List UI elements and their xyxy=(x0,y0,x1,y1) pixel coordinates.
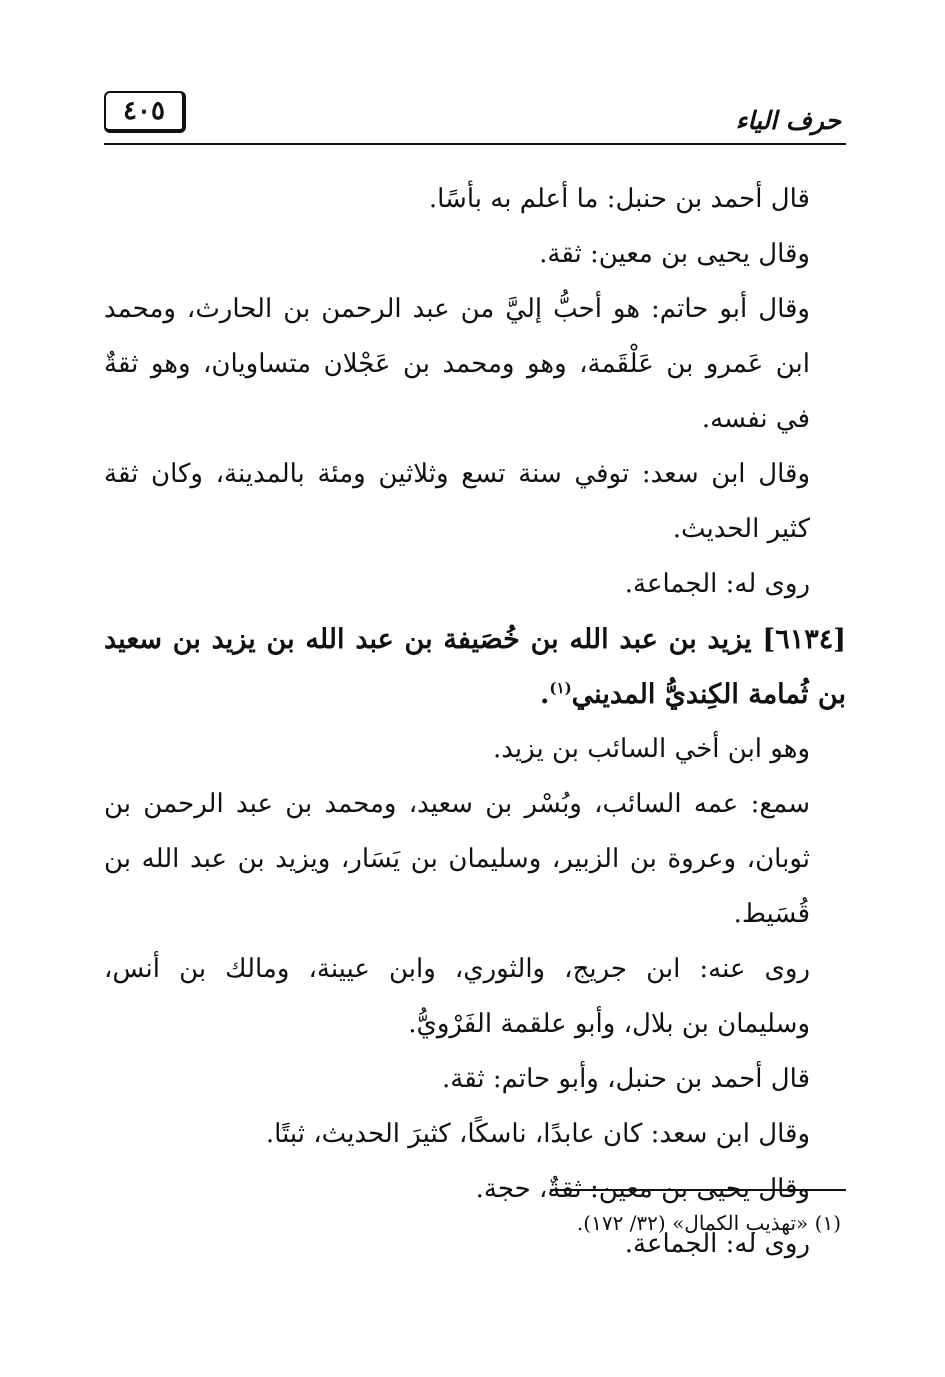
paragraph: وقال يحيى بن معين: ثقة. xyxy=(539,239,810,269)
entry-heading xyxy=(104,612,846,722)
paragraph: سمع: عمه السائب، وبُسْر بن سعيد، ومحمد بن عبد الرحمن بن ثوبان، وعروة بن الزبير، وسليمان بن يَسَار، ويزيد بن عبد الله بن قُسَيط. xyxy=(104,789,810,929)
footnote-reference: (١) xyxy=(549,679,572,697)
entry-end: . xyxy=(539,679,550,710)
running-title: حرف الياء xyxy=(735,106,841,135)
paragraph: قال أحمد بن حنبل، وأبو حاتم: ثقة. xyxy=(441,1064,810,1094)
page-number: ٤٠٥ xyxy=(104,91,186,133)
entry-number: [٦١٣٤] xyxy=(762,624,846,655)
paragraph: وهو ابن أخي السائب بن يزيد. xyxy=(492,734,810,764)
paragraph: وقال ابن سعد: توفي سنة تسع وثلاثين ومئة بالمدينة، وكان ثقة كثير الحديث. xyxy=(104,459,810,544)
paragraph: وقال ابن سعد: كان عابدًا، ناسكًا، كثيرَ الحديث، ثبتًا. xyxy=(265,1119,810,1149)
paragraph: قال أحمد بن حنبل: ما أعلم به بأسًا. xyxy=(428,184,810,214)
paragraph: وقال أبو حاتم: هو أحبُّ إليَّ من عبد الرحمن بن الحارث، ومحمد ابن عَمرو بن عَلْقَمة، وهو ومحمد بن عَجْلان متساويان، وهو ثقةٌ في نفسه. xyxy=(104,294,810,434)
paragraph: روى له: الجماعة. xyxy=(624,569,810,599)
entry-title: يزيد بن عبد الله بن خُصَيفة بن عبد الله بن يزيد بن سعيد بن ثُمامة الكِنديُّ المديني xyxy=(104,624,846,710)
footnote: (١) «تهذيب الكمال» (٣٢/ ١٧٢). xyxy=(576,1211,841,1235)
footnote-rule xyxy=(550,1189,846,1191)
paragraph: روى عنه: ابن جريج، والثوري، وابن عيينة، ومالك بن أنس، وسليمان بن بلال، وأبو علقمة الفَرْويُّ. xyxy=(104,954,810,1039)
paragraph: وقال يحيى بن معين: ثقةٌ، حجة. xyxy=(475,1174,810,1204)
header-rule xyxy=(104,143,846,145)
paragraph: روى له: الجماعة. xyxy=(624,1229,810,1259)
body-text xyxy=(104,172,846,1272)
